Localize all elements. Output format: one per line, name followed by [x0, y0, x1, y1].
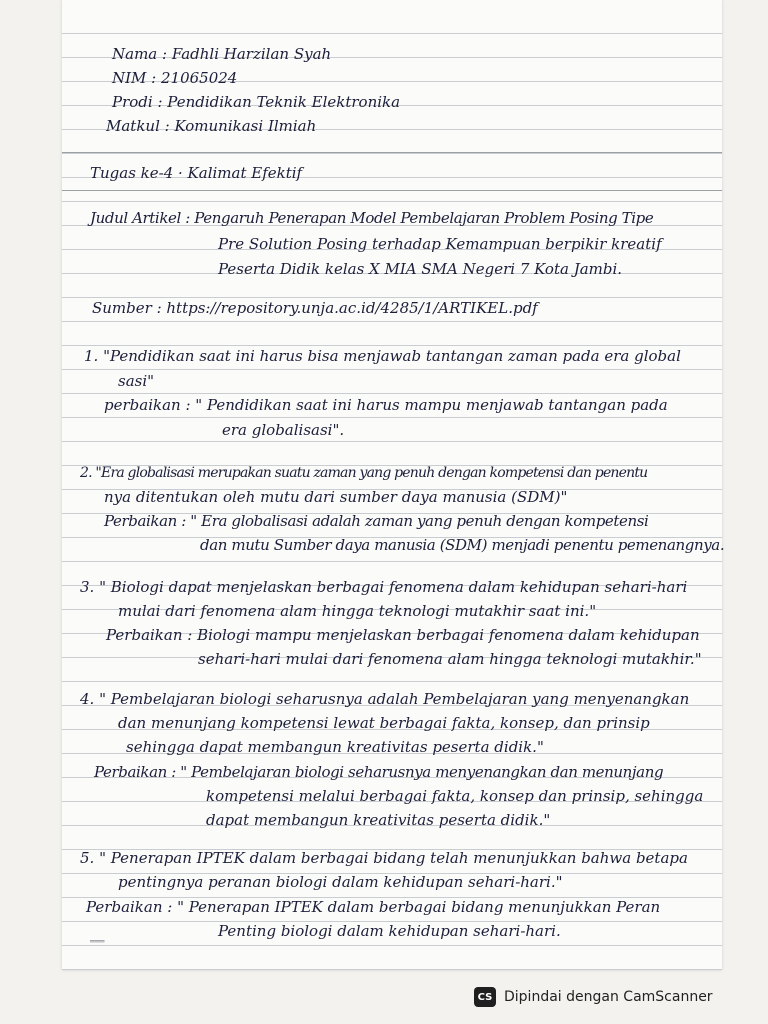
correction-sentence: Penting biologi dalam kehidupan sehari-hari.: [218, 922, 561, 940]
camscanner-watermark: [474, 982, 756, 1012]
header-nim: NIM : 21065024: [112, 69, 238, 87]
correction-sentence: kompetensi melalui berbagai fakta, konsep dan prinsip, sehingga: [206, 787, 704, 805]
correction-sentence: sehari-hari mulai dari fenomena alam hingga teknologi mutakhir.": [198, 650, 702, 668]
article-title-line: Pre Solution Posing terhadap Kemampuan berpikir kreatif: [218, 235, 662, 253]
section-rule: [62, 190, 722, 191]
original-sentence: 4. " Pembelajaran biologi seharusnya adalah Pembelajaran yang menyenangkan: [80, 690, 690, 708]
correction-sentence: Perbaikan : " Penerapan IPTEK dalam berbagai bidang menunjukkan Peran: [86, 898, 661, 916]
source-link: Sumber : https://repository.unja.ac.id/4285/1/ARTIKEL.pdf: [92, 299, 538, 317]
article-title-line: Judul Artikel : Pengaruh Penerapan Model Pembelajaran Problem Posing Tipe: [90, 209, 654, 227]
original-sentence: 1. "Pendidikan saat ini harus bisa menjawab tantangan zaman pada era global: [84, 347, 681, 365]
original-sentence: 5. " Penerapan IPTEK dalam berbagai bidang telah menunjukkan bahwa betapa: [80, 849, 688, 867]
correction-sentence: Perbaikan : Biologi mampu menjelaskan berbagai fenomena dalam kehidupan: [106, 626, 700, 644]
notebook-brand-stamp: ═══: [90, 937, 105, 946]
article-title-line: Peserta Didik kelas X MIA SMA Negeri 7 Kota Jambi.: [218, 260, 623, 278]
header-matkul: Matkul : Komunikasi Ilmiah: [106, 117, 317, 135]
correction-sentence: era globalisasi".: [222, 421, 345, 439]
camscanner-logo-icon: CS: [474, 987, 496, 1007]
correction-sentence: dan mutu Sumber daya manusia (SDM) menjadi penentu pemenangnya.: [200, 536, 725, 554]
header-nama: Nama : Fadhli Harzilan Syah: [112, 45, 332, 63]
watermark-text: Dipindai dengan CamScanner: [504, 989, 713, 1005]
original-sentence: mulai dari fenomena alam hingga teknologi mutakhir saat ini.": [118, 602, 597, 620]
original-sentence: nya ditentukan oleh mutu dari sumber daya manusia (SDM)": [104, 488, 568, 506]
section-rule: [62, 152, 722, 153]
original-sentence: sehingga dapat membangun kreativitas peserta didik.": [126, 738, 544, 756]
original-sentence: 2. "Era globalisasi merupakan suatu zaman yang penuh dengan kompetensi dan penentu: [80, 465, 648, 481]
original-sentence: dan menunjang kompetensi lewat berbagai fakta, konsep, dan prinsip: [118, 714, 650, 732]
correction-sentence: perbaikan : " Pendidikan saat ini harus mampu menjawab tantangan pada: [104, 396, 668, 414]
correction-sentence: Perbaikan : " Era globalisasi adalah zaman yang penuh dengan kompetensi: [104, 512, 649, 530]
correction-sentence: Perbaikan : " Pembelajaran biologi seharusnya menyenangkan dan menunjang: [94, 763, 664, 781]
header-prodi: Prodi : Pendidikan Teknik Elektronika: [112, 93, 401, 111]
assignment-title: Tugas ke-4 · Kalimat Efektif: [90, 164, 303, 182]
original-sentence: pentingnya peranan biologi dalam kehidupan sehari-hari.": [118, 873, 563, 891]
original-sentence: 3. " Biologi dapat menjelaskan berbagai fenomena dalam kehidupan sehari-hari: [80, 578, 688, 596]
original-sentence: sasi": [118, 372, 155, 390]
correction-sentence: dapat membangun kreativitas peserta didik.": [206, 811, 551, 829]
